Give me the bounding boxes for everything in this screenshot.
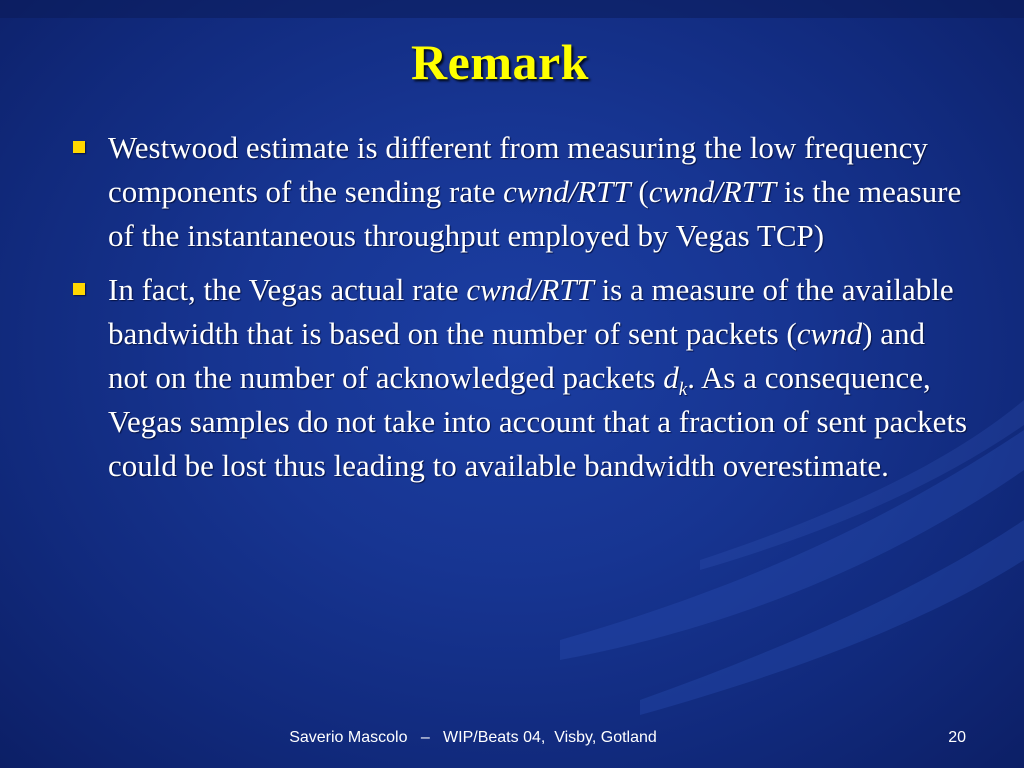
text-segment: ( — [630, 174, 649, 209]
footer-text: Saverio Mascolo – WIP/Beats 04, Visby, Gotland — [289, 729, 657, 746]
page-number: 20 — [948, 729, 966, 746]
bullet-text — [108, 130, 961, 253]
text-segment: ) and not on the number of acknowledged packets — [108, 316, 926, 395]
text-segment: is a measure of the available bandwidth that is based on the number of sent packets ( — [108, 272, 954, 351]
bullet-text — [108, 272, 967, 483]
dk-subscript: k — [678, 379, 688, 400]
cwnd-rtt-formula: cwnd/RTT — [503, 174, 631, 209]
bullet-item — [70, 268, 970, 488]
square-bullet-icon — [73, 283, 85, 295]
text-segment: Westwood estimate is different from measuring the low frequency components of the sending rate — [108, 130, 928, 209]
cwnd-term: cwnd — [796, 316, 863, 351]
text-segment: In fact, the Vegas actual rate — [108, 272, 467, 307]
bullet-list — [70, 126, 970, 498]
text-segment: . As a consequence, Vegas samples do not take into account that a fraction of sent packets could be lost thus leading to available bandwidth overestimate. — [108, 360, 968, 483]
dk-symbol: d — [663, 360, 679, 395]
text-segment: is the measure of the instantaneous throughput employed by Vegas TCP) — [108, 174, 962, 253]
slide-title: Remark — [411, 34, 589, 90]
cwnd-rtt-formula: cwnd/RTT — [648, 174, 777, 209]
bullet-item — [70, 126, 970, 258]
cwnd-rtt-formula: cwnd/RTT — [466, 272, 594, 307]
square-bullet-icon — [73, 141, 85, 153]
